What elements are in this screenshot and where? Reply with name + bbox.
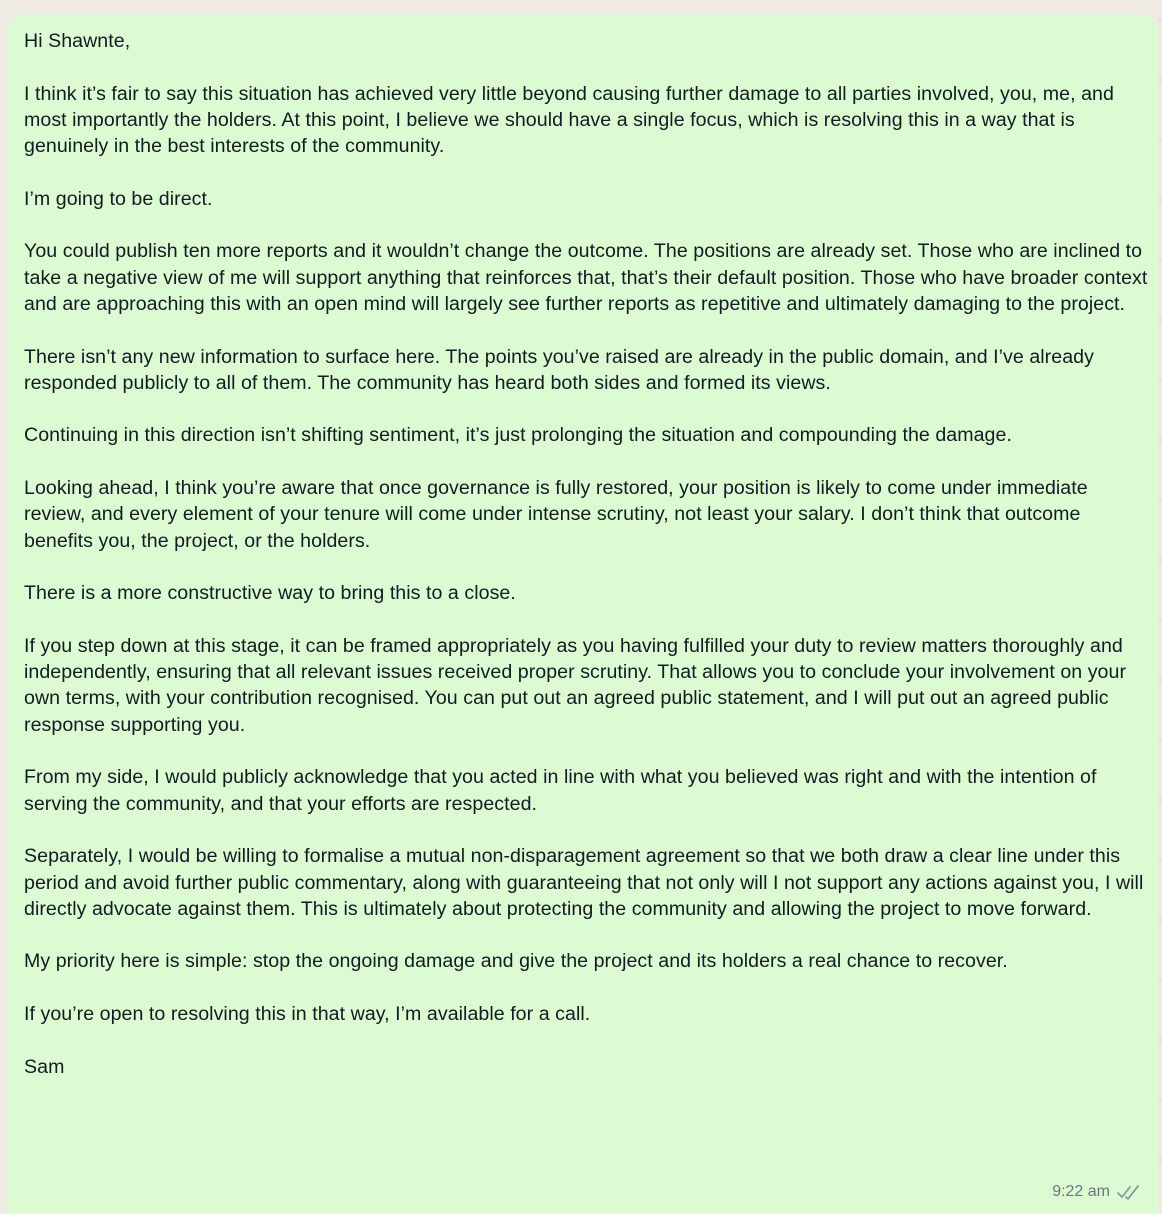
message-paragraph: If you step down at this stage, it can be framed appropriately as you having fulfilled your duty to review matters thoroughly and independently, ensuring that all relevant issues received proper scrutiny. That allows you to conclude your involvement on your own terms, with your contribution recognised. You can put out an agreed public statement, and I will put out an agreed public response supporting you.: [24, 634, 1127, 736]
message-paragraph: Continuing in this direction isn’t shifting sentiment, it’s just prolonging the situation and compounding the damage.: [24, 424, 1012, 447]
message-paragraph: Separately, I would be willing to formalise a mutual non-disparagement agreement so that we both draw a clear line under this period and avoid further public commentary, along with guaranteeing that not only will I not support any actions against you, I will directly advocate against them. This is ultimately about protecting the community and allowing the project to move forward.: [24, 845, 1144, 920]
message-timestamp: 9:22 am: [1052, 1183, 1110, 1200]
message-paragraph: My priority here is simple: stop the ongoing damage and give the project and its holders a real chance to recover.: [24, 950, 1008, 973]
message-paragraph: From my side, I would publicly acknowledge that you acted in line with what you believed was right and with the intention of serving the community, and that your efforts are respected.: [24, 766, 1097, 815]
message-paragraph: Looking ahead, I think you’re aware that once governance is fully restored, your position is likely to come under immediate review, and every element of your tenure will come under intense scrutiny, not least your salary. I don’t think that outcome benefits you, the project, or the holders.: [24, 477, 1088, 552]
message-paragraph: You could publish ten more reports and it wouldn’t change the outcome. The positions are already set. Those who are inclined to take a negative view of me will support anything that reinforces that, that’s their default position. Those who have broader context and are approaching this with an open mind will largely see further reports as repetitive and ultimately damaging to the project.: [24, 240, 1148, 315]
greeting: Hi Shawnte,: [24, 30, 131, 52]
message-text: [24, 28, 1154, 1080]
message-paragraph: I’m going to be direct.: [24, 187, 213, 210]
message-paragraph: If you’re open to resolving this in that way, I’m available for a call.: [24, 1002, 591, 1025]
signature: Sam: [24, 1055, 65, 1078]
message-bubble[interactable]: [8, 14, 1158, 1214]
double-check-icon: [1116, 1183, 1142, 1201]
message-paragraph: There is a more constructive way to bring this to a close.: [24, 582, 516, 605]
message-paragraph: There isn’t any new information to surface here. The points you’ve raised are already in the public domain, and I’ve already responded publicly to all of them. The community has heard both sides and formed its views.: [24, 345, 1094, 394]
message-paragraph: I think it’s fair to say this situation has achieved very little beyond causing further damage to all parties involved, you, me, and most importantly the holders. At this point, I believe we should have a single focus, which is resolving this in a way that is genuinely in the best interests of the community.: [24, 82, 1114, 158]
message-meta: [1052, 1183, 1142, 1201]
